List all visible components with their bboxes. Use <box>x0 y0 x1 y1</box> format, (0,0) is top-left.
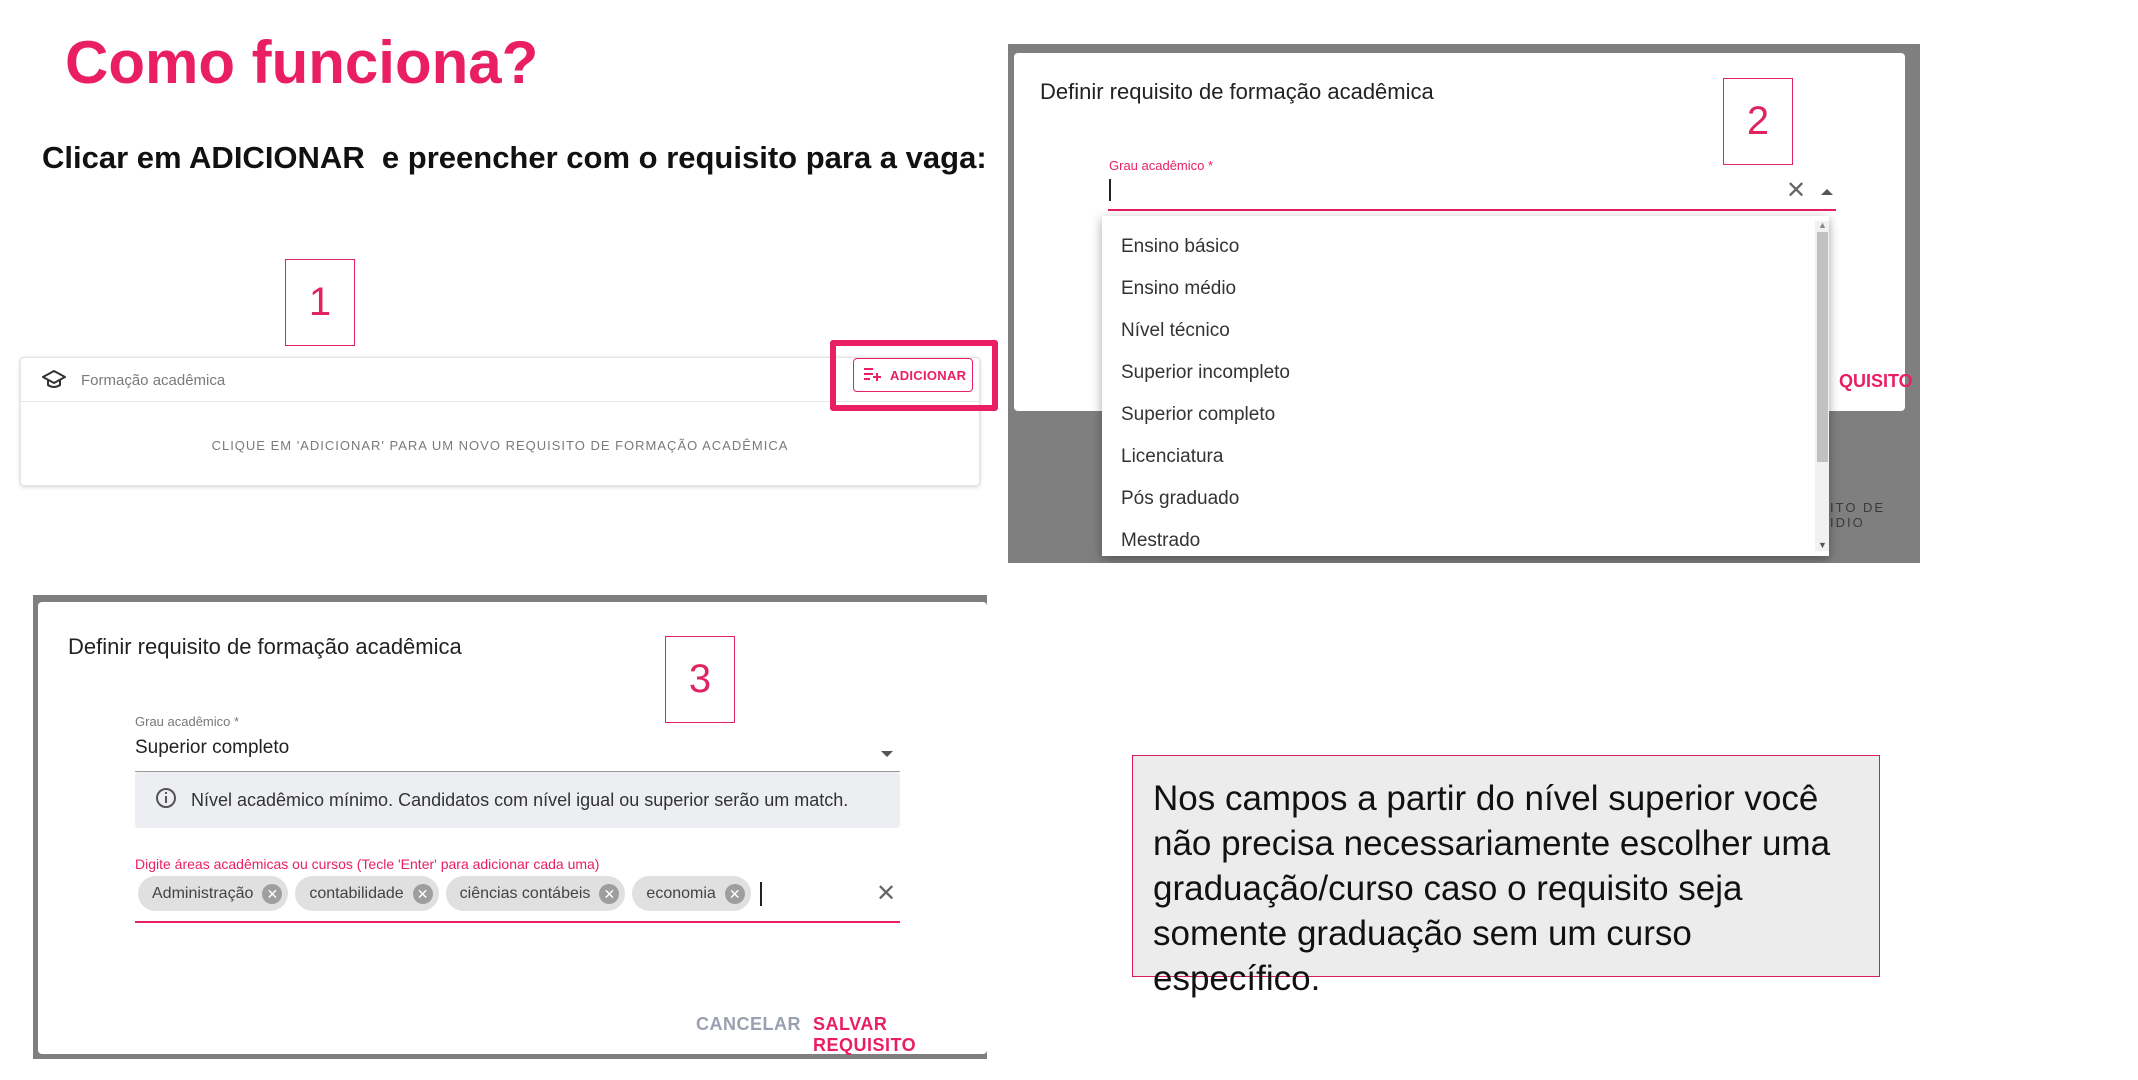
page-title: Como funciona? <box>65 29 539 96</box>
requirement-dialog-filled <box>38 602 987 1054</box>
chip-list <box>138 876 762 911</box>
cancel-button[interactable]: CANCELAR <box>696 1014 801 1034</box>
dialog-screenshot-3 <box>33 595 987 1059</box>
background-text-partial: ITO DE IDIO <box>1830 500 1886 530</box>
option-superior-completo[interactable]: Superior completo <box>1121 404 1276 425</box>
chip-remove-icon[interactable]: ✕ <box>262 884 282 904</box>
grade-options-dropdown <box>1102 216 1829 556</box>
option-licenciatura[interactable]: Licenciatura <box>1121 446 1224 467</box>
step-1-marker: 1 <box>285 259 355 346</box>
arrow-down-icon[interactable] <box>880 745 894 763</box>
chip-ciencias-contabeis <box>446 876 626 911</box>
dialog-title: Definir requisito de formação acadêmica <box>68 634 462 659</box>
chip-remove-icon[interactable]: ✕ <box>413 884 433 904</box>
option-pos-graduado[interactable]: Pós graduado <box>1121 488 1240 509</box>
chip-label: contabilidade <box>309 884 404 902</box>
chip-contabilidade <box>295 876 438 911</box>
save-requirement-button[interactable]: SALVAR REQUISITO <box>813 1014 917 1055</box>
chip-remove-icon[interactable]: ✕ <box>725 884 745 904</box>
info-text: Nível acadêmico mínimo. Candidatos com nível igual ou superior serão um match. <box>191 789 849 810</box>
grade-select-value[interactable]: Superior completo <box>135 737 290 758</box>
scroll-down-arrow-icon[interactable]: ▼ <box>1818 540 1827 550</box>
info-box <box>135 772 900 828</box>
scrollbar-thumb[interactable] <box>1817 232 1828 462</box>
scrollbar[interactable] <box>1815 221 1829 551</box>
text-cursor <box>1109 179 1111 201</box>
areas-field-label: Digite áreas acadêmicas ou cursos (Tecle 'Enter' para adicionar cada uma) <box>135 856 600 872</box>
close-icon[interactable]: ✕ <box>876 880 897 907</box>
option-nivel-tecnico[interactable]: Nível técnico <box>1121 320 1230 341</box>
step-3-marker: 3 <box>665 636 735 723</box>
close-icon[interactable]: ✕ <box>1786 177 1807 204</box>
save-button-partial[interactable]: QUISITO <box>1839 371 1913 391</box>
option-ensino-medio[interactable]: Ensino médio <box>1121 278 1237 299</box>
graduation-cap-icon <box>41 368 67 397</box>
field-underline <box>1108 209 1836 211</box>
note-box: Nos campos a partir do nível superior você não precisa necessariamente escolher uma graduação/curso caso o requisito seja somente graduação sem um curso específico. <box>1132 755 1880 977</box>
grade-search-input[interactable] <box>1114 177 1678 205</box>
chip-label: ciências contábeis <box>459 884 591 902</box>
grade-field-label: Grau acadêmico * <box>135 714 240 729</box>
add-button-label: ADICIONAR <box>890 367 967 383</box>
option-ensino-basico[interactable]: Ensino básico <box>1121 236 1240 257</box>
option-superior-incompleto[interactable]: Superior incompleto <box>1121 362 1290 383</box>
chip-label: Administração <box>152 884 254 902</box>
instruction-text: Clicar em ADICIONAR e preencher com o requisito para a vaga: <box>42 140 987 175</box>
step-2-marker: 2 <box>1723 78 1793 165</box>
text-cursor[interactable] <box>760 882 762 906</box>
add-button[interactable] <box>853 358 973 392</box>
option-mestrado[interactable]: Mestrado <box>1121 530 1201 551</box>
chip-economia <box>632 876 750 911</box>
chip-label: economia <box>646 884 716 902</box>
section-label: Formação acadêmica <box>81 372 226 389</box>
playlist-add-icon <box>864 367 882 384</box>
areas-field-underline <box>135 921 900 923</box>
dialog-title: Definir requisito de formação acadêmica <box>1040 79 1434 104</box>
scroll-up-arrow-icon[interactable]: ▲ <box>1818 220 1827 230</box>
info-icon <box>155 787 177 814</box>
chip-administracao <box>138 876 288 911</box>
arrow-up-icon[interactable] <box>1820 183 1834 201</box>
chip-remove-icon[interactable]: ✕ <box>599 884 619 904</box>
empty-state-message: CLIQUE EM 'ADICIONAR' PARA UM NOVO REQUISITO DE FORMAÇÃO ACADÊMICA <box>211 438 789 453</box>
grade-field-label: Grau acadêmico * <box>1109 158 1214 173</box>
